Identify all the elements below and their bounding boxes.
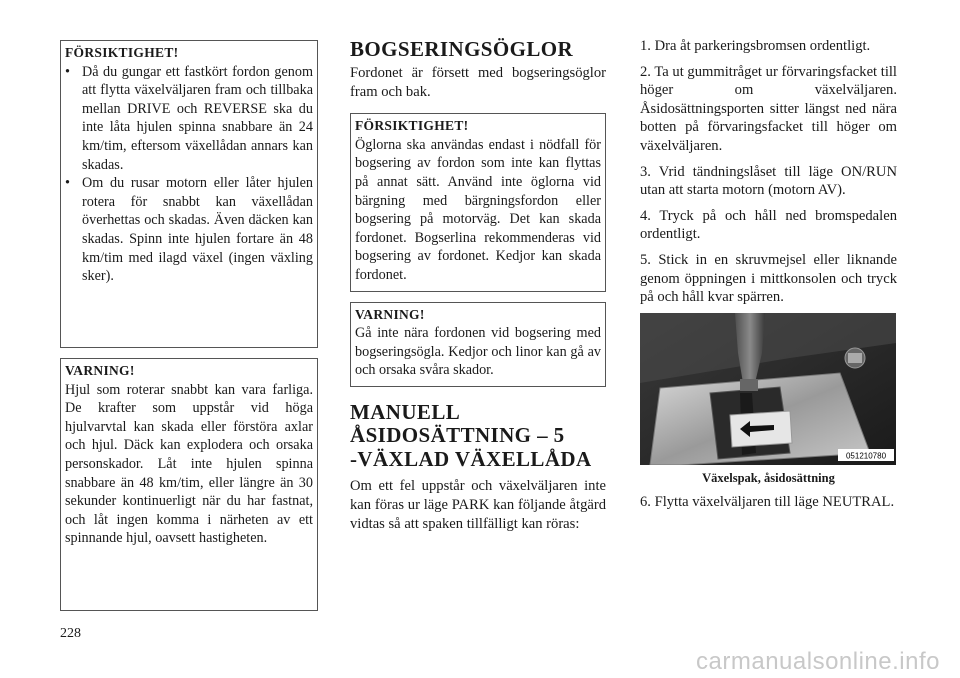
heading-line: ÅSIDOSÄTTNING – 5	[350, 423, 565, 448]
section-heading-towing: BOGSERINGSÖGLOR	[350, 37, 574, 61]
caution-box	[60, 40, 318, 348]
step-2: 2. Ta ut gummitråget ur förvaringsfacket till höger om växelväljaren. Åsidosättningsporten sitter längst ned nära botten på förvaringsfacket till höger om växelväljaren.	[640, 63, 897, 154]
gear-shifter-illustration	[640, 313, 896, 465]
towing-intro: Fordonet är försett med bogseringsöglor fram och bak.	[350, 65, 606, 100]
column-left	[60, 40, 318, 611]
caution-text: Öglorna ska användas endast i nödfall för bogsering av fordon som inte kan flyttas på annat sätt. Använd inte öglorna vid bärgning med bärgningsfordon eller bogsering på motorväg. Det kan skada fordonet. Bogserlina rekommenderas vid bogsering av fordonet. Kedjor kan skada fordonet.	[355, 136, 601, 283]
page-number: 228	[60, 626, 81, 641]
watermark: carmanualsonline.info	[696, 648, 940, 675]
warning-text: Hjul som roterar snabbt kan vara farliga. De krafter som uppstår vid höga hjulvarvtal kan skada eller förstöra axlar och hjul. Däck kan explodera och orsaka personskador. Låt inte hjulen spinna snabbare än 48 km/tim, eller längre än 30 sekunder kontinuerligt när du har fastnat, och låt ingen komma i närheten av ett spinnande hjul, oavsett hastigheten.	[65, 381, 313, 547]
step-1: 1. Dra åt parkeringsbromsen ordentligt.	[640, 38, 871, 54]
figure-code: 051210780	[845, 451, 887, 461]
step-3: 3. Vrid tändningslåset till läge ON/RUN utan att starta motorn (motorn AV).	[640, 163, 897, 199]
caution-item: • Då du gungar ett fastkört fordon genom att flytta växelväljaren fram och tillbaka mellan DRIVE och REVERSE ska du inte låta hjulen spinna snabbare än 24 km/tim, eftersom växellådan annars kan skadas.	[65, 63, 313, 175]
warning-box	[60, 358, 318, 611]
step-4: 4. Tryck på och håll ned bromspedalen ordentligt.	[640, 207, 897, 243]
heading-line: -VÄXLAD VÄXELLÅDA	[350, 446, 592, 471]
warning-box	[350, 302, 606, 387]
warning-title: VARNING!	[355, 306, 425, 322]
caution-title: FÖRSIKTIGHET!	[355, 118, 469, 134]
caution-title: FÖRSIKTIGHET!	[65, 45, 179, 60]
column-right	[640, 40, 897, 511]
column-middle	[350, 37, 606, 533]
step-5: 5. Stick in en skruvmejsel eller liknande genom öppningen i mittkonsolen och tryck på och håll kvar spärren.	[640, 251, 897, 306]
heading-line: MANUELL	[350, 399, 461, 424]
caution-list	[65, 63, 313, 286]
warning-title: VARNING!	[65, 363, 135, 378]
gear-shifter-photo	[640, 313, 896, 465]
caution-item: • Om du rusar motorn eller låter hjulen rotera för snabbt kan växellådan överhettas och skadas. Även däcken kan skadas. Spinn inte hjulen fortare än 48 km/tim med ilagd växel (ingen växling sker).	[65, 174, 313, 286]
section-heading-override	[350, 401, 606, 472]
figure-caption: Växelspak, åsidosättning	[702, 470, 835, 485]
warning-text: Gå inte nära fordonen vid bogsering med bogseringsögla. Kedjor och linor kan gå av och orsaka svåra skador.	[355, 325, 601, 379]
override-body: Om ett fel uppstår och växelväljaren inte kan föras ur läge PARK kan följande åtgärd vidtas så att spaken tillfälligt kan röras:	[350, 478, 606, 532]
step-6: 6. Flytta växelväljaren till läge NEUTRAL.	[640, 493, 895, 510]
caution-box	[350, 113, 606, 291]
